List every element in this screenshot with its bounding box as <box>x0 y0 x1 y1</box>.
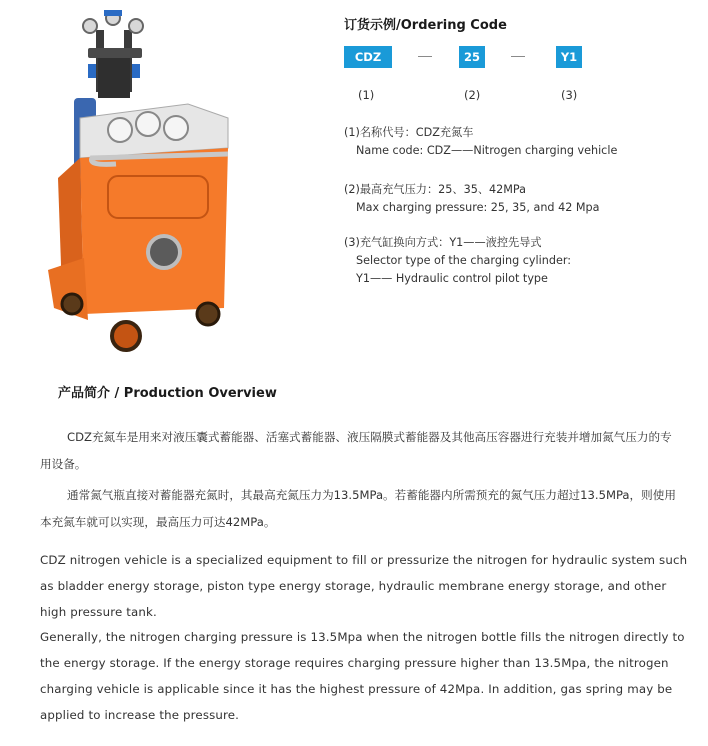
code-description <box>344 124 617 160</box>
code-number: (3) <box>561 88 578 102</box>
overview-title: 产品简介 / Production Overview <box>58 386 277 401</box>
code-description <box>344 234 571 288</box>
wheel-icon <box>112 322 140 350</box>
code-description <box>344 181 600 217</box>
code-box-selector: Y1 <box>556 46 582 68</box>
sight-glass-icon <box>148 236 180 268</box>
gauge-icon <box>108 118 132 142</box>
desc-cn: (1)名称代号：CDZ充氮车 <box>344 126 474 139</box>
desc-cn: (3)充气缸换向方式：Y1——液控先导式 <box>344 236 542 249</box>
code-number: (2) <box>464 88 481 102</box>
machine-body <box>80 148 228 314</box>
desc-cn: (2)最高充气压力：25、35、42MPa <box>344 183 526 196</box>
desc-en: Max charging pressure: 25, 35, and 42 Mpa <box>356 201 600 214</box>
code-box-pressure: 25 <box>459 46 485 68</box>
overview-paragraph-cn: 通常氮气瓶直接对蓄能器充氮时，其最高充氮压力为13.5MPa。若蓄能器内所需预充的氮气压力超过13.5MPa，则使用本充氮车就可以实现，最高压力可达42MPa。 <box>40 488 676 529</box>
desc-en: Y1—— Hydraulic control pilot type <box>356 272 548 285</box>
wheel-icon <box>62 294 82 314</box>
overview-paragraph-cn: CDZ充氮车是用来对液压囊式蓄能器、活塞式蓄能器、液压隔膜式蓄能器及其他高压容器进行充装并增加氮气压力的专用设备。 <box>40 430 672 471</box>
code-separator <box>418 56 432 57</box>
ordering-title: 订货示例/Ordering Code <box>344 18 507 33</box>
gauge-icon <box>164 116 188 140</box>
desc-en: Name code: CDZ——Nitrogen charging vehicle <box>356 144 618 157</box>
code-separator <box>511 56 525 57</box>
overview-paragraph-en: CDZ nitrogen vehicle is a specialized equipment to fill or pressurize the nitrogen for hydraulic system such as bladder energy storage, piston type energy storage, hydraulic membrane energy storage, and other high pressure tank. <box>40 553 688 619</box>
code-number: (1) <box>358 88 375 102</box>
desc-en: Selector type of the charging cylinder: <box>356 254 572 267</box>
wheel-icon <box>197 303 219 325</box>
overview-paragraph-en: Generally, the nitrogen charging pressure is 13.5Mpa when the nitrogen bottle fills the nitrogen directly to the energy storage. If the energy storage requires charging pressure higher than 13.5Mpa, the nitrogen charging vehicle is applicable since it has the highest pressure of 42Mpa. In addition, gas spring may be applied to increase the pressure. <box>40 630 685 722</box>
gauge-icon <box>136 112 160 136</box>
code-box-cdz: CDZ <box>344 46 392 68</box>
valve-assembly <box>83 10 143 98</box>
product-image <box>28 8 278 358</box>
